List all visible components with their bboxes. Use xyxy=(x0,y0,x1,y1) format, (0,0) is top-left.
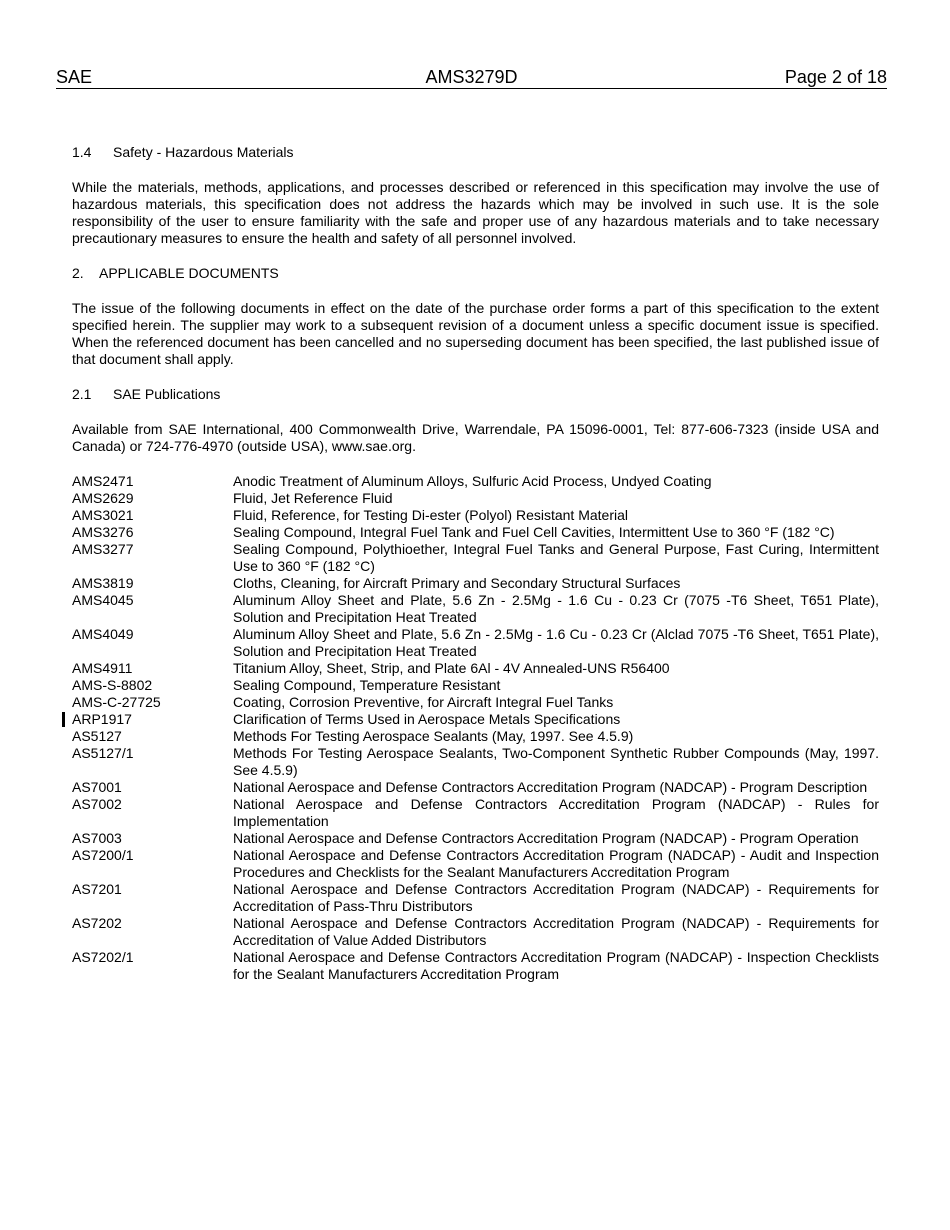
reference-row xyxy=(72,796,879,830)
reference-list xyxy=(72,473,879,983)
reference-title: Fluid, Reference, for Testing Di-ester (Polyol) Resistant Material xyxy=(233,507,629,523)
section-number: 2. xyxy=(72,265,84,281)
reference-code: AS7200/1 xyxy=(72,847,134,863)
reference-row xyxy=(72,694,879,711)
reference-code: AMS3819 xyxy=(72,575,134,591)
reference-row xyxy=(72,541,879,575)
reference-title: National Aerospace and Defense Contractors Accreditation Program (NADCAP) - Program Description xyxy=(233,779,868,795)
reference-code: AS7201 xyxy=(72,881,122,897)
reference-row xyxy=(72,677,879,694)
reference-title: Sealing Compound, Temperature Resistant xyxy=(233,677,501,693)
header-doc-number: AMS3279D xyxy=(425,67,518,87)
reference-title: National Aerospace and Defense Contractors Accreditation Program (NADCAP) - Requirements for Accreditation of Value Added Distributors xyxy=(233,915,879,948)
reference-title: National Aerospace and Defense Contractors Accreditation Program (NADCAP) - Inspection Checklists for the Sealant Manufacturers Accreditation Program xyxy=(233,949,879,982)
reference-title: National Aerospace and Defense Contractors Accreditation Program (NADCAP) - Audit and Inspection Procedures and Checklists for the Sealant Manufacturers Accreditation Program xyxy=(233,847,879,880)
reference-row xyxy=(72,473,879,490)
reference-code: AS5127 xyxy=(72,728,122,744)
reference-row xyxy=(72,626,879,660)
reference-row xyxy=(72,660,879,677)
section-1-4-body: While the materials, methods, applications, and processes described or referenced in this specification may involve the use of hazardous materials, this specification does not address the hazards which may be involved in such use. It is the sole responsibility of the user to ensure familiarity with the safe and proper use of any hazardous materials and to take necessary precautionary measures to ensure the health and safety of all personnel involved. xyxy=(72,179,879,246)
reference-title: Aluminum Alloy Sheet and Plate, 5.6 Zn - 2.5Mg - 1.6 Cu - 0.23 Cr (Alclad 7075 -T6 Sheet, T651 Plate), Solution and Precipitation Heat Treated xyxy=(233,626,879,659)
reference-row xyxy=(72,915,879,949)
reference-code: AMS2471 xyxy=(72,473,134,489)
reference-row xyxy=(72,779,879,796)
section-number: 1.4 xyxy=(72,144,92,160)
reference-title: Aluminum Alloy Sheet and Plate, 5.6 Zn - 2.5Mg - 1.6 Cu - 0.23 Cr (7075 -T6 Sheet, T651 Plate), Solution and Precipitation Heat Treated xyxy=(233,592,879,625)
reference-code: AMS-C-27725 xyxy=(72,694,161,710)
section-title: SAE Publications xyxy=(113,386,221,402)
reference-code: AMS4045 xyxy=(72,592,134,608)
reference-row xyxy=(72,847,879,881)
page-content xyxy=(72,144,879,983)
reference-row xyxy=(72,575,879,592)
header-page-number: Page 2 of 18 xyxy=(784,67,887,87)
reference-code: AMS-S-8802 xyxy=(72,677,153,693)
section-1-4-heading xyxy=(72,144,879,161)
section-number: 2.1 xyxy=(72,386,92,402)
reference-title: National Aerospace and Defense Contractors Accreditation Program (NADCAP) - Rules for Implementation xyxy=(233,796,879,829)
reference-row xyxy=(72,728,879,745)
reference-title: Cloths, Cleaning, for Aircraft Primary and Secondary Structural Surfaces xyxy=(233,575,681,591)
reference-code: AMS3021 xyxy=(72,507,134,523)
reference-row xyxy=(72,830,879,847)
reference-row xyxy=(72,507,879,524)
reference-title: Coating, Corrosion Preventive, for Aircraft Integral Fuel Tanks xyxy=(233,694,614,710)
reference-title: Anodic Treatment of Aluminum Alloys, Sulfuric Acid Process, Undyed Coating xyxy=(233,473,712,489)
page-header xyxy=(56,66,887,89)
reference-code: AS7001 xyxy=(72,779,122,795)
reference-title: Titanium Alloy, Sheet, Strip, and Plate 6Al - 4V Annealed-UNS R56400 xyxy=(233,660,670,676)
reference-code: AS7003 xyxy=(72,830,122,846)
reference-row xyxy=(72,592,879,626)
reference-title: Methods For Testing Aerospace Sealants (May, 1997. See 4.5.9) xyxy=(233,728,634,744)
reference-title: National Aerospace and Defense Contractors Accreditation Program (NADCAP) - Program Operation xyxy=(233,830,859,846)
reference-row xyxy=(72,881,879,915)
reference-code: AMS3276 xyxy=(72,524,134,540)
section-2-body: The issue of the following documents in effect on the date of the purchase order forms a part of this specification to the extent specified herein. The supplier may work to a subsequent revision of a document unless a specific document issue is specified. When the referenced document has been cancelled and no superseding document has been specified, the last published issue of that document shall apply. xyxy=(72,300,879,367)
reference-code: AMS4049 xyxy=(72,626,134,642)
reference-code: AS7202 xyxy=(72,915,122,931)
reference-title: Methods For Testing Aerospace Sealants, Two-Component Synthetic Rubber Compounds (May, 1997. See 4.5.9) xyxy=(233,745,879,778)
reference-title: National Aerospace and Defense Contractors Accreditation Program (NADCAP) - Requirements for Accreditation of Pass-Thru Distributors xyxy=(233,881,879,914)
section-2-heading xyxy=(72,265,879,282)
reference-code: AMS4911 xyxy=(72,660,133,676)
reference-row xyxy=(72,711,879,728)
reference-row xyxy=(72,949,879,983)
section-title: APPLICABLE DOCUMENTS xyxy=(99,265,279,281)
reference-code: AMS3277 xyxy=(72,541,134,557)
reference-title: Sealing Compound, Integral Fuel Tank and Fuel Cell Cavities, Intermittent Use to 360 °F (182 °C) xyxy=(233,524,835,540)
reference-row xyxy=(72,490,879,507)
header-org: SAE xyxy=(56,67,93,87)
reference-code: AMS2629 xyxy=(72,490,134,506)
reference-code: AS7202/1 xyxy=(72,949,134,965)
reference-code: AS5127/1 xyxy=(72,745,134,761)
reference-title: Sealing Compound, Polythioether, Integral Fuel Tanks and General Purpose, Fast Curing, Intermittent Use to 360 °F (182 °C) xyxy=(233,541,879,574)
reference-row xyxy=(72,524,879,541)
reference-title: Clarification of Terms Used in Aerospace Metals Specifications xyxy=(233,711,621,727)
reference-row xyxy=(72,745,879,779)
reference-code: AS7002 xyxy=(72,796,122,812)
section-title: Safety - Hazardous Materials xyxy=(113,144,294,160)
revision-change-bar xyxy=(62,712,65,727)
section-2-1-body: Available from SAE International, 400 Commonwealth Drive, Warrendale, PA 15096-0001, Tel: 877-606-7323 (inside USA and Canada) or 724-776-4970 (outside USA), www.sae.org. xyxy=(72,421,879,454)
section-2-1-heading xyxy=(72,386,879,403)
reference-title: Fluid, Jet Reference Fluid xyxy=(233,490,393,506)
reference-code: ARP1917 xyxy=(72,711,132,727)
